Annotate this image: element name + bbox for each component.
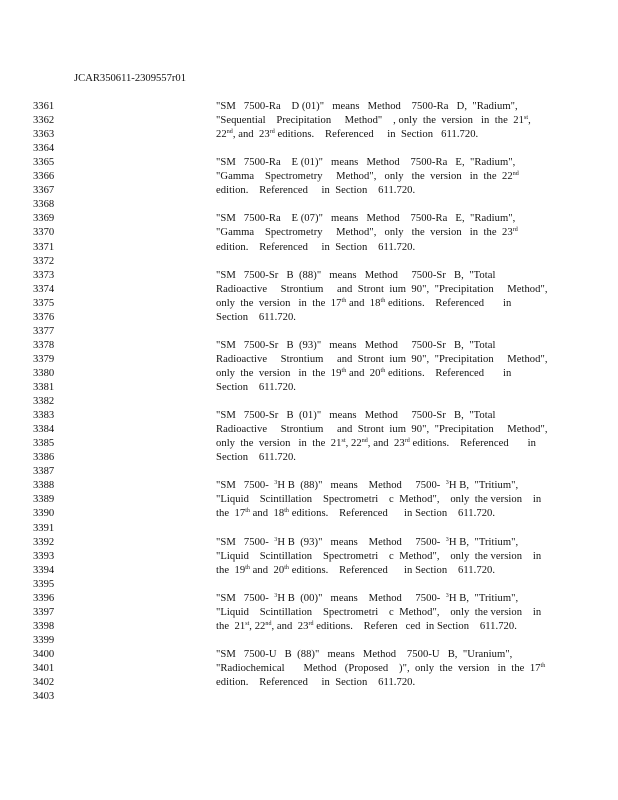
text-run: H B (00)" means Method 7500- bbox=[277, 592, 446, 604]
text-run: 22 bbox=[216, 129, 227, 141]
text-run: editions. Referenced in Section 611.720. bbox=[289, 508, 496, 520]
text-run: edition. Referenced in Section 611.720. bbox=[216, 241, 416, 253]
text-run: "SM 7500-Sr B (88)" means Method 7500-Sr B, "Total bbox=[216, 269, 496, 281]
line-number: 3387 bbox=[33, 466, 55, 478]
superscript: th bbox=[245, 508, 250, 515]
text-run: , and 23 bbox=[367, 438, 405, 450]
text-line bbox=[216, 270, 495, 282]
superscript: rd bbox=[404, 438, 410, 445]
text-run: and 20 bbox=[249, 564, 285, 576]
text-run: , 22 bbox=[249, 620, 266, 632]
line-number: 3363 bbox=[33, 129, 55, 141]
text-run: only the version in the 21 bbox=[216, 438, 342, 450]
text-run: "Gamma Spectrometry Method", only the version in the 23 bbox=[216, 227, 513, 239]
text-run: "SM 7500-Sr B (01)" means Method 7500-Sr B, "Total bbox=[216, 410, 496, 422]
text-run: Radioactive Strontium and Stront ium 90", "Precipitation Method", bbox=[216, 353, 548, 365]
text-line bbox=[216, 565, 495, 577]
text-line bbox=[216, 410, 495, 422]
text-run: "SM 7500-Sr B (93)" means Method 7500-Sr B, "Total bbox=[216, 339, 496, 351]
text-run: "Liquid Scintillation Spectrometri c Method", only the version in bbox=[216, 606, 542, 618]
line-number: 3391 bbox=[33, 522, 55, 534]
superscript: rd bbox=[512, 227, 518, 234]
superscript: st bbox=[341, 438, 346, 445]
text-run: Radioactive Strontium and Stront ium 90", "Precipitation Method", bbox=[216, 424, 548, 436]
text-line bbox=[216, 438, 536, 450]
line-number: 3401 bbox=[33, 663, 55, 674]
text-run: and 18 bbox=[346, 297, 381, 309]
text-line bbox=[216, 537, 518, 549]
text-run: editions. Referenced in bbox=[385, 297, 512, 309]
superscript: nd bbox=[226, 129, 233, 136]
line-number: 3373 bbox=[33, 269, 55, 281]
text-run: editions. Referen ced in Section 611.720. bbox=[313, 620, 517, 632]
line-number: 3392 bbox=[33, 536, 55, 548]
text-run: and 18 bbox=[249, 508, 285, 520]
text-run: "SM 7500-U B (88)" means Method 7500-U B, "Uranium", bbox=[216, 648, 513, 660]
text-run: H B, "Tritium", bbox=[448, 592, 519, 604]
superscript: nd bbox=[265, 620, 272, 627]
superscript: rd bbox=[308, 620, 314, 627]
text-run: editions. Referenced in bbox=[385, 367, 512, 379]
superscript: th bbox=[245, 564, 250, 571]
line-number: 3378 bbox=[33, 339, 55, 351]
text-run: the 19 bbox=[216, 564, 246, 576]
text-run: the 17 bbox=[216, 508, 246, 520]
line-number: 3395 bbox=[33, 578, 55, 590]
line-number: 3396 bbox=[33, 592, 55, 604]
line-number: 3379 bbox=[33, 353, 55, 365]
line-number: 3397 bbox=[33, 606, 55, 618]
line-number: 3382 bbox=[33, 396, 55, 408]
text-line bbox=[216, 452, 296, 464]
text-run: editions. Referenced in bbox=[409, 438, 536, 450]
text-line bbox=[216, 494, 541, 506]
line-number: 3362 bbox=[33, 115, 55, 127]
text-line bbox=[216, 101, 518, 113]
text-run: , 22 bbox=[345, 438, 362, 450]
text-run: "Sequential Precipitation Method" , only the version in the 21 bbox=[216, 115, 524, 127]
text-run: edition. Referenced in Section 611.720. bbox=[216, 185, 416, 197]
text-run: edition. Referenced in Section 611.720. bbox=[216, 677, 416, 689]
text-line bbox=[216, 227, 518, 239]
line-number: 3400 bbox=[33, 648, 55, 660]
text-run: the 21 bbox=[216, 620, 246, 632]
text-line bbox=[216, 621, 517, 633]
text-line bbox=[216, 593, 518, 605]
text-line bbox=[216, 213, 515, 225]
text-line bbox=[216, 157, 515, 169]
line-number: 3393 bbox=[33, 550, 55, 562]
line-number: 3371 bbox=[33, 241, 55, 253]
text-run: only the version in the 17 bbox=[216, 297, 342, 309]
superscript: 3 bbox=[274, 536, 278, 543]
superscript: th bbox=[341, 367, 347, 374]
text-run: "SM 7500-Ra D (01)" means Method 7500-Ra D, "Radium", bbox=[216, 101, 518, 112]
line-number: 3372 bbox=[33, 255, 55, 267]
line-number: 3383 bbox=[33, 410, 55, 422]
text-run: and 20 bbox=[346, 367, 381, 379]
text-run: H B, "Tritium", bbox=[448, 480, 519, 492]
text-run: "Liquid Scintillation Spectrometri c Method", only the version in bbox=[216, 550, 542, 562]
text-line bbox=[216, 677, 415, 689]
line-number: 3376 bbox=[33, 311, 55, 323]
superscript: th bbox=[380, 367, 386, 374]
superscript: nd bbox=[512, 171, 519, 178]
line-number: 3389 bbox=[33, 494, 55, 506]
text-run: Radioactive Strontium and Stront ium 90", "Precipitation Method", bbox=[216, 283, 548, 295]
text-run: "SM 7500- bbox=[216, 592, 275, 604]
text-line bbox=[216, 312, 296, 324]
line-number: 3368 bbox=[33, 199, 55, 211]
line-number: 3403 bbox=[33, 691, 55, 703]
text-run: Section 611.720. bbox=[216, 452, 297, 464]
text-line bbox=[216, 480, 518, 492]
superscript: th bbox=[341, 297, 347, 304]
superscript: 3 bbox=[274, 480, 278, 487]
line-number: 3369 bbox=[33, 213, 55, 225]
line-number: 3370 bbox=[33, 227, 55, 239]
text-run: H B (88)" means Method 7500- bbox=[277, 480, 446, 492]
text-line bbox=[216, 298, 511, 310]
text-line bbox=[216, 129, 478, 141]
superscript: 3 bbox=[445, 536, 449, 543]
text-run: "Radiochemical Method (Proposed )", only the version in the 17 bbox=[216, 663, 541, 674]
line-number: 3374 bbox=[33, 283, 55, 295]
text-line bbox=[216, 171, 519, 183]
line-number: 3377 bbox=[33, 325, 55, 337]
line-number: 3361 bbox=[33, 101, 55, 112]
superscript: st bbox=[523, 115, 529, 122]
line-number: 3385 bbox=[33, 438, 55, 450]
text-line bbox=[216, 508, 495, 520]
text-line bbox=[216, 340, 495, 352]
document-id: JCAR350611-2309557r01 bbox=[74, 73, 187, 84]
text-run: Section 611.720. bbox=[216, 382, 297, 393]
text-line bbox=[216, 368, 511, 380]
text-run: "SM 7500- bbox=[216, 536, 275, 548]
text-run: "SM 7500-Ra E (07)" means Method 7500-Ra E, "Radium", bbox=[216, 213, 516, 225]
line-number: 3386 bbox=[33, 452, 55, 464]
text-run: editions. Referenced in Section 611.720. bbox=[289, 564, 496, 576]
text-run: editions. Referenced in Section 611.720. bbox=[274, 129, 479, 141]
superscript: th bbox=[540, 663, 546, 669]
text-run: , and 23 bbox=[271, 620, 309, 632]
line-number: 3375 bbox=[33, 297, 55, 309]
superscript: th bbox=[380, 297, 386, 304]
text-run: "Liquid Scintillation Spectrometri c Method", only the version in bbox=[216, 494, 542, 506]
text-run: , bbox=[528, 115, 531, 127]
line-number: 3365 bbox=[33, 157, 55, 169]
text-line bbox=[216, 551, 541, 563]
text-line bbox=[216, 663, 545, 675]
text-run: H B (93)" means Method 7500- bbox=[277, 536, 446, 548]
superscript: nd bbox=[361, 438, 368, 445]
superscript: rd bbox=[269, 129, 275, 136]
text-run: , and 23 bbox=[232, 129, 270, 141]
line-number: 3364 bbox=[33, 143, 55, 155]
text-line bbox=[216, 185, 415, 197]
superscript: 3 bbox=[445, 592, 449, 599]
text-line bbox=[216, 242, 415, 254]
superscript: st bbox=[245, 620, 250, 627]
text-run: Section 611.720. bbox=[216, 311, 297, 323]
text-line bbox=[216, 284, 548, 296]
text-line bbox=[216, 354, 548, 366]
text-run: only the version in the 19 bbox=[216, 367, 342, 379]
text-run: "SM 7500- bbox=[216, 480, 275, 492]
line-number: 3390 bbox=[33, 508, 55, 520]
line-number: 3399 bbox=[33, 634, 55, 646]
superscript: th bbox=[284, 564, 289, 571]
line-number: 3381 bbox=[33, 382, 55, 393]
line-number: 3402 bbox=[33, 677, 55, 689]
text-run: "Gamma Spectrometry Method", only the version in the 22 bbox=[216, 171, 513, 183]
line-number: 3367 bbox=[33, 185, 55, 197]
superscript: 3 bbox=[445, 480, 449, 487]
line-number: 3366 bbox=[33, 171, 55, 183]
line-number: 3398 bbox=[33, 620, 55, 632]
text-line bbox=[216, 649, 512, 661]
line-number: 3394 bbox=[33, 564, 55, 576]
line-number: 3380 bbox=[33, 367, 55, 379]
superscript: 3 bbox=[274, 592, 278, 599]
superscript: th bbox=[284, 508, 289, 515]
text-run: "SM 7500-Ra E (01)" means Method 7500-Ra E, "Radium", bbox=[216, 157, 516, 169]
text-run: H B, "Tritium", bbox=[448, 536, 519, 548]
text-line bbox=[216, 424, 548, 436]
line-number: 3384 bbox=[33, 424, 55, 436]
text-line bbox=[216, 382, 296, 394]
text-line bbox=[216, 115, 531, 127]
line-number: 3388 bbox=[33, 480, 55, 492]
text-line bbox=[216, 607, 541, 619]
